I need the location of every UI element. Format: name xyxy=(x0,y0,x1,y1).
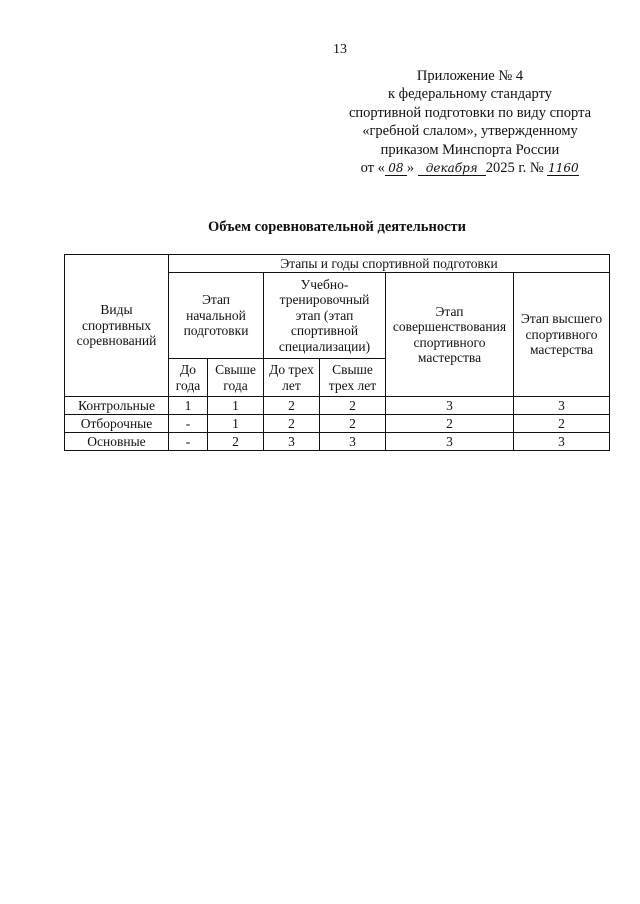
header-stage-higher: Этап высшего спортивного мастерства xyxy=(514,273,610,397)
header-competition-types: Виды спортивных соревнований xyxy=(65,255,169,397)
competition-volume-table xyxy=(64,254,610,451)
appendix-line-2: к федеральному стандарту xyxy=(388,86,552,103)
handwritten-order-number: 1160 xyxy=(548,161,579,176)
table-cell: 3 xyxy=(386,397,514,415)
appendix-line-3: спортивной подготовки по виду спорта xyxy=(348,104,592,121)
table-row xyxy=(65,433,610,451)
header-stage-initial: Этап начальной подготовки xyxy=(169,273,264,359)
appendix-date-line xyxy=(335,159,605,177)
table-cell: 2 xyxy=(514,415,610,433)
table-cell: 1 xyxy=(169,397,208,415)
table-cell: - xyxy=(169,415,208,433)
year-text: 2025 г. № xyxy=(485,160,544,177)
page-number: 13 xyxy=(333,42,347,57)
table-row xyxy=(65,415,610,433)
from-prefix: от « xyxy=(360,160,385,177)
handwritten-date: 08 xyxy=(385,161,407,176)
quote-close: » xyxy=(406,160,415,177)
table-cell: 1 xyxy=(208,397,264,415)
header-stage-training: Учебно-тренировочный этап (этап спортивной специализации) xyxy=(264,273,386,359)
table-cell: 2 xyxy=(264,415,320,433)
header-stage-improvement: Этап совершенствования спортивного мастерства xyxy=(386,273,514,397)
table-cell: 2 xyxy=(386,415,514,433)
table-cell: 3 xyxy=(264,433,320,451)
subheader-over-three-years: Свыше трех лет xyxy=(320,359,386,397)
row-label: Отборочные xyxy=(65,415,169,433)
row-label: Основные xyxy=(65,433,169,451)
table-cell: 3 xyxy=(320,433,386,451)
appendix-line-4: «гребной слалом», утвержденному xyxy=(362,123,578,140)
handwritten-month: декабря xyxy=(418,161,486,176)
table-cell: 3 xyxy=(514,397,610,415)
table-cell: 2 xyxy=(264,397,320,415)
subheader-up-to-year: До года xyxy=(169,359,208,397)
appendix-line-5: приказом Минспорта России xyxy=(380,141,560,158)
table-cell: - xyxy=(169,433,208,451)
subheader-over-year: Свыше года xyxy=(208,359,264,397)
row-label: Контрольные xyxy=(65,397,169,415)
table-cell: 2 xyxy=(208,433,264,451)
table-row xyxy=(65,397,610,415)
table-cell: 3 xyxy=(514,433,610,451)
table-cell: 1 xyxy=(208,415,264,433)
subheader-up-to-three-years: До трех лет xyxy=(264,359,320,397)
appendix-header xyxy=(335,67,605,177)
table-cell: 2 xyxy=(320,397,386,415)
table-cell: 2 xyxy=(320,415,386,433)
table-cell: 3 xyxy=(386,433,514,451)
appendix-line-1: Приложение № 4 xyxy=(416,68,524,84)
document-title: Объем соревновательной деятельности xyxy=(208,219,466,235)
header-stages-group: Этапы и годы спортивной подготовки xyxy=(169,255,610,273)
